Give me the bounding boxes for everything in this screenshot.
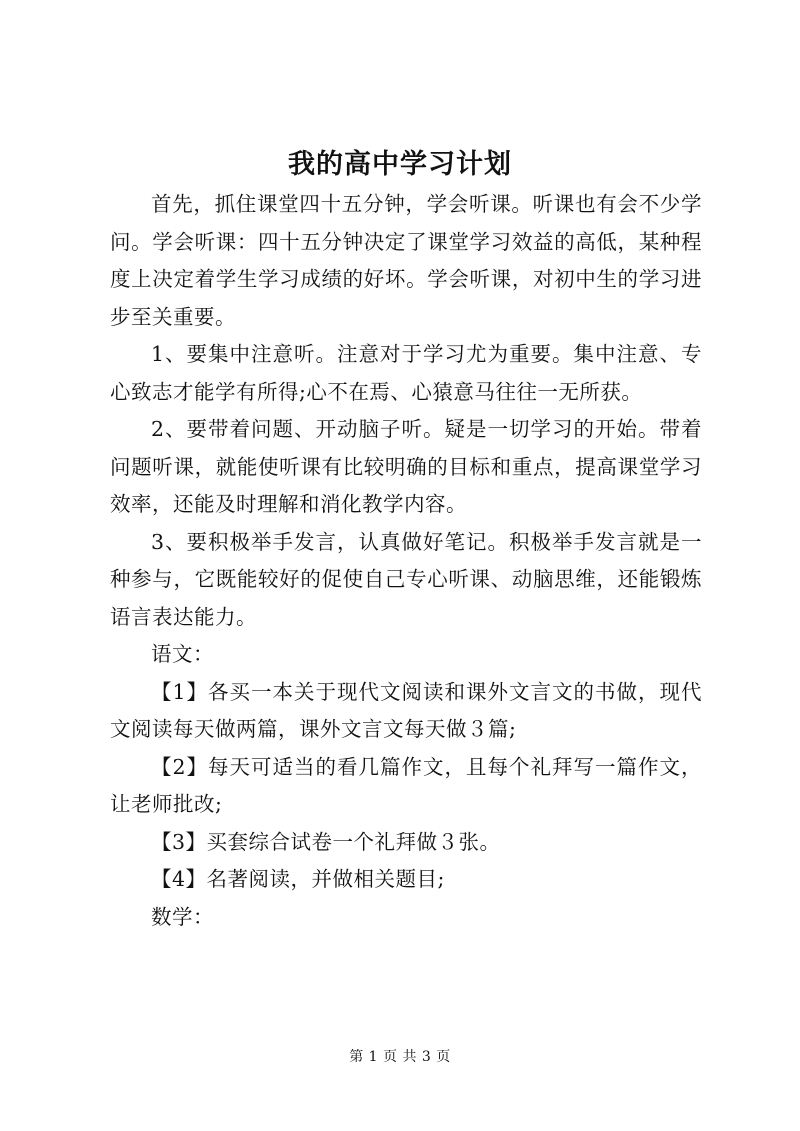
document-body: [110, 186, 702, 936]
page-footer: 第 1 页 共 3 页: [349, 1049, 451, 1065]
chinese-item-3: 【3】买套综合试卷一个礼拜做３张。: [151, 829, 501, 854]
chinese-item-2: 【2】每天可适当的看几篇作文，且每个礼拜写一篇作文，让老师批改;: [110, 754, 702, 816]
paragraph-intro: 首先，抓住课堂四十五分钟，学会听课。听课也有会不少学问。学会听课：四十五分钟决定了课堂学习效益的高低，某种程度上决定着学生学习成绩的好坏。学会听课，对初中生的学习进步至关重要。: [110, 192, 702, 329]
chinese-item-1: 【1】各买一本关于现代文阅读和课外文言文的书做，现代文阅读每天做两篇，课外文言文每天做３篇;: [110, 679, 702, 741]
page-title: 我的高中学习计划: [288, 149, 512, 180]
section-heading-chinese: 语文：: [151, 642, 214, 666]
paragraph-point-2: 2、要带着问题、开动脑子听。疑是一切学习的开始。带着问题听课，就能使听课有比较明确的目标和重点，提高课堂学习效率，还能及时理解和消化教学内容。: [110, 417, 702, 516]
chinese-item-4: 【4】名著阅读，并做相关题目;: [151, 867, 445, 891]
paragraph-point-1: 1、要集中注意听。注意对于学习尤为重要。集中注意、专心致志才能学有所得;心不在焉、心猿意马往往一无所获。: [110, 342, 702, 404]
section-heading-math: 数学：: [151, 904, 214, 929]
paragraph-point-3: 3、要积极举手发言，认真做好笔记。积极举手发言就是一种参与，它既能较好的促使自己专心听课、动脑思维，还能锻炼语言表达能力。: [110, 529, 702, 629]
